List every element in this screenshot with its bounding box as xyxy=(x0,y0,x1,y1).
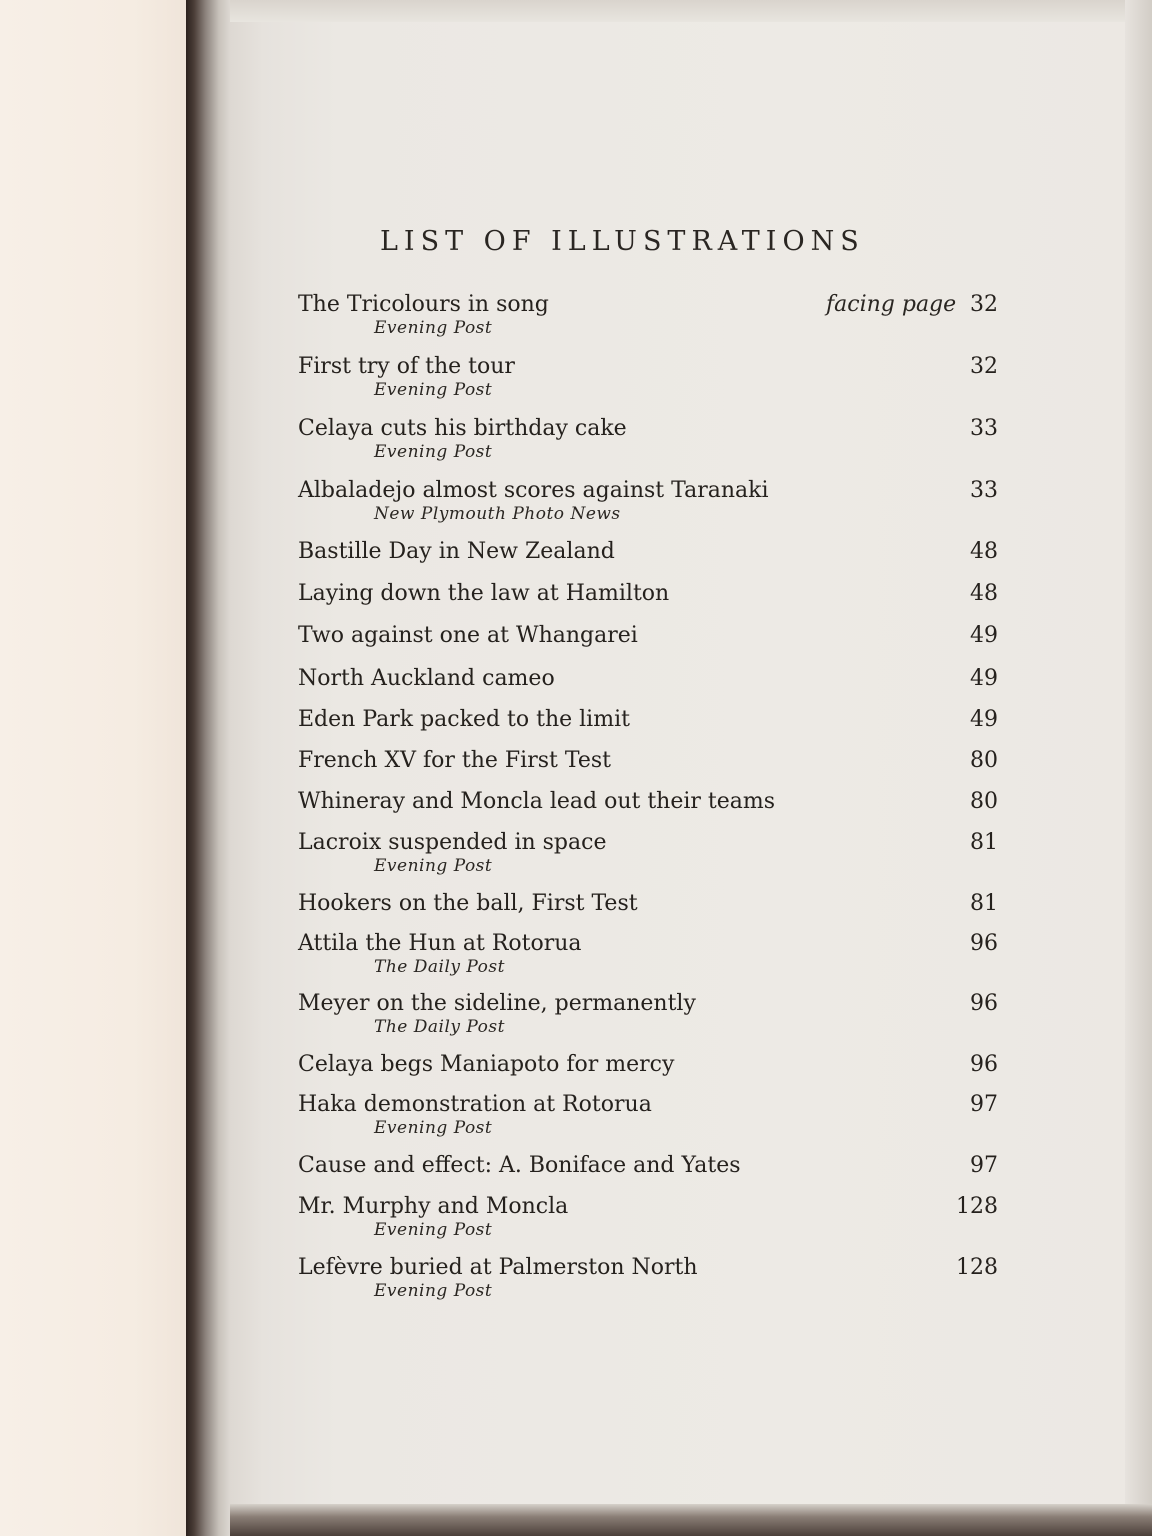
entry-credit: The Daily Post xyxy=(374,1017,505,1037)
entry-title: French XV for the First Test xyxy=(298,748,611,773)
entry-page: 48 xyxy=(970,581,998,606)
illustration-entry xyxy=(298,1255,998,1315)
entry-page: 81 xyxy=(970,830,998,855)
illustration-entry xyxy=(298,1092,998,1152)
entry-title: First try of the tour xyxy=(298,354,515,379)
entry-title: Attila the Hun at Rotorua xyxy=(298,931,582,956)
illustration-entry xyxy=(298,416,998,476)
illustration-entry xyxy=(298,1194,998,1254)
entry-title: Lacroix suspended in space xyxy=(298,830,607,855)
entry-title: Eden Park packed to the limit xyxy=(298,707,630,732)
page-right-edge xyxy=(1125,0,1152,1536)
page-bottom-edge xyxy=(226,1504,1152,1536)
entry-page: 32 xyxy=(970,292,998,317)
entry-title: Bastille Day in New Zealand xyxy=(298,539,615,564)
entry-title: Mr. Murphy and Moncla xyxy=(298,1194,569,1219)
entry-title: Two against one at Whangarei xyxy=(298,623,638,648)
entry-credit: New Plymouth Photo News xyxy=(374,504,621,524)
entry-credit: The Daily Post xyxy=(374,957,505,977)
entry-page: 97 xyxy=(970,1092,998,1117)
illustration-entry xyxy=(298,354,998,414)
entry-page: 128 xyxy=(956,1255,998,1280)
entry-page: 49 xyxy=(970,623,998,648)
illustration-entry xyxy=(298,931,998,991)
entry-page: 96 xyxy=(970,991,998,1016)
entry-title: Celaya cuts his birthday cake xyxy=(298,416,627,441)
entry-credit: Evening Post xyxy=(374,1118,493,1138)
entry-page: 96 xyxy=(970,1052,998,1077)
entry-title: Celaya begs Maniapoto for mercy xyxy=(298,1052,675,1077)
entry-page: 32 xyxy=(970,354,998,379)
entry-credit: Evening Post xyxy=(374,856,493,876)
left-page xyxy=(0,0,190,1536)
illustration-entry xyxy=(298,991,998,1051)
entry-title: Whineray and Moncla lead out their teams xyxy=(298,789,776,814)
illustration-entry xyxy=(298,830,998,890)
entry-title: The Tricolours in song xyxy=(298,292,549,317)
illustration-entry xyxy=(298,478,998,538)
illustration-entry xyxy=(298,292,998,352)
entry-credit: Evening Post xyxy=(374,318,493,338)
entry-title: Laying down the law at Hamilton xyxy=(298,581,670,606)
entry-page: 49 xyxy=(970,707,998,732)
page-title: LIST OF ILLUSTRATIONS xyxy=(380,226,865,257)
entry-title: Haka demonstration at Rotorua xyxy=(298,1092,652,1117)
entry-title: Lefèvre buried at Palmerston North xyxy=(298,1255,698,1280)
entry-credit: Evening Post xyxy=(374,380,493,400)
entry-page: 96 xyxy=(970,931,998,956)
entry-credit: Evening Post xyxy=(374,442,493,462)
entry-title: Meyer on the sideline, permanently xyxy=(298,991,696,1016)
entry-title: Albaladejo almost scores against Taranaki xyxy=(298,478,769,503)
entry-credit: Evening Post xyxy=(374,1220,493,1240)
entry-page: 33 xyxy=(970,416,998,441)
page-top-edge xyxy=(226,0,1152,22)
entry-title: Hookers on the ball, First Test xyxy=(298,891,638,916)
entry-title: Cause and effect: A. Boniface and Yates xyxy=(298,1153,741,1178)
entry-page: 97 xyxy=(970,1153,998,1178)
entry-page: 81 xyxy=(970,891,998,916)
entry-page: 128 xyxy=(956,1194,998,1219)
entry-page: 48 xyxy=(970,539,998,564)
entry-page: 80 xyxy=(970,789,998,814)
entry-page: 33 xyxy=(970,478,998,503)
entry-page: 49 xyxy=(970,666,998,691)
entry-credit: Evening Post xyxy=(374,1281,493,1301)
entry-page: 80 xyxy=(970,748,998,773)
entry-title: North Auckland cameo xyxy=(298,666,555,691)
facing-page-label: facing page xyxy=(826,292,957,317)
book-gutter xyxy=(186,0,230,1536)
